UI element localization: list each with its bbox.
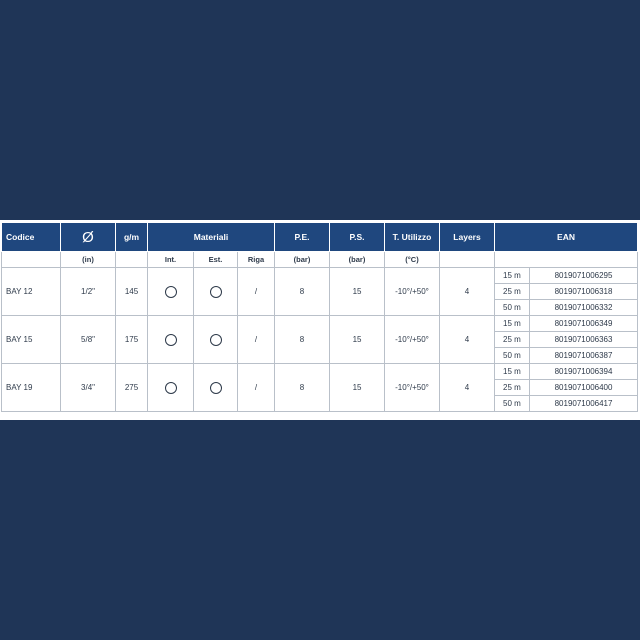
circle-icon — [210, 334, 222, 346]
product-diameter: 1/2" — [61, 268, 116, 316]
circle-icon — [165, 286, 177, 298]
ean-length: 50 m — [495, 300, 530, 316]
header-materiali: Materiali — [148, 223, 275, 252]
ean-code: 8019071006295 — [530, 268, 638, 284]
product-temp: -10°/+50° — [385, 316, 440, 364]
ean-code: 8019071006387 — [530, 348, 638, 364]
material-int-cell — [148, 316, 194, 364]
ean-length: 15 m — [495, 268, 530, 284]
units-codice-empty — [2, 252, 61, 268]
product-diameter: 3/4" — [61, 364, 116, 412]
ean-length: 25 m — [495, 380, 530, 396]
product-ps: 15 — [330, 316, 385, 364]
product-temp: -10°/+50° — [385, 268, 440, 316]
product-ps: 15 — [330, 268, 385, 316]
units-riga: Riga — [238, 252, 275, 268]
table-row — [2, 268, 638, 284]
product-pe: 8 — [275, 268, 330, 316]
units-pe: (bar) — [275, 252, 330, 268]
product-layers: 4 — [440, 364, 495, 412]
spec-sheet — [0, 220, 640, 420]
material-est-cell — [194, 268, 238, 316]
header-codice: Codice — [2, 223, 61, 252]
table-row — [2, 364, 638, 380]
product-temp: -10°/+50° — [385, 364, 440, 412]
circle-icon — [165, 334, 177, 346]
units-row — [2, 252, 638, 268]
header-layers: Layers — [440, 223, 495, 252]
product-code: BAY 12 — [2, 268, 61, 316]
product-code: BAY 15 — [2, 316, 61, 364]
product-layers: 4 — [440, 316, 495, 364]
ean-length: 50 m — [495, 348, 530, 364]
header-pe: P.E. — [275, 223, 330, 252]
header-t-utilizzo: T. Utilizzo — [385, 223, 440, 252]
ean-code: 8019071006363 — [530, 332, 638, 348]
product-weight: 175 — [116, 316, 148, 364]
units-int: Int. — [148, 252, 194, 268]
header-ps: P.S. — [330, 223, 385, 252]
units-ps: (bar) — [330, 252, 385, 268]
material-est-cell — [194, 364, 238, 412]
material-riga: / — [238, 316, 275, 364]
units-est: Est. — [194, 252, 238, 268]
ean-length: 50 m — [495, 396, 530, 412]
header-ean: EAN — [495, 223, 638, 252]
circle-icon — [165, 382, 177, 394]
product-pe: 8 — [275, 316, 330, 364]
product-spec-table — [1, 222, 638, 412]
circle-icon — [210, 286, 222, 298]
circle-icon — [210, 382, 222, 394]
product-diameter: 5/8" — [61, 316, 116, 364]
table-row — [2, 316, 638, 332]
product-weight: 145 — [116, 268, 148, 316]
ean-code: 8019071006349 — [530, 316, 638, 332]
material-riga: / — [238, 364, 275, 412]
ean-length: 25 m — [495, 332, 530, 348]
ean-length: 15 m — [495, 364, 530, 380]
product-ps: 15 — [330, 364, 385, 412]
ean-length: 15 m — [495, 316, 530, 332]
material-int-cell — [148, 268, 194, 316]
material-int-cell — [148, 364, 194, 412]
product-code: BAY 19 — [2, 364, 61, 412]
product-pe: 8 — [275, 364, 330, 412]
ean-code: 8019071006332 — [530, 300, 638, 316]
product-weight: 275 — [116, 364, 148, 412]
units-ean-empty — [495, 252, 638, 268]
header-row — [2, 223, 638, 252]
ean-code: 8019071006417 — [530, 396, 638, 412]
ean-length: 25 m — [495, 284, 530, 300]
ean-code: 8019071006318 — [530, 284, 638, 300]
ean-code: 8019071006400 — [530, 380, 638, 396]
header-weight: g/m — [116, 223, 148, 252]
units-layers-empty — [440, 252, 495, 268]
units-temp: (°C) — [385, 252, 440, 268]
units-diameter: (in) — [61, 252, 116, 268]
material-est-cell — [194, 316, 238, 364]
header-diameter: Ø — [61, 223, 116, 252]
ean-code: 8019071006394 — [530, 364, 638, 380]
material-riga: / — [238, 268, 275, 316]
product-layers: 4 — [440, 268, 495, 316]
units-weight-empty — [116, 252, 148, 268]
